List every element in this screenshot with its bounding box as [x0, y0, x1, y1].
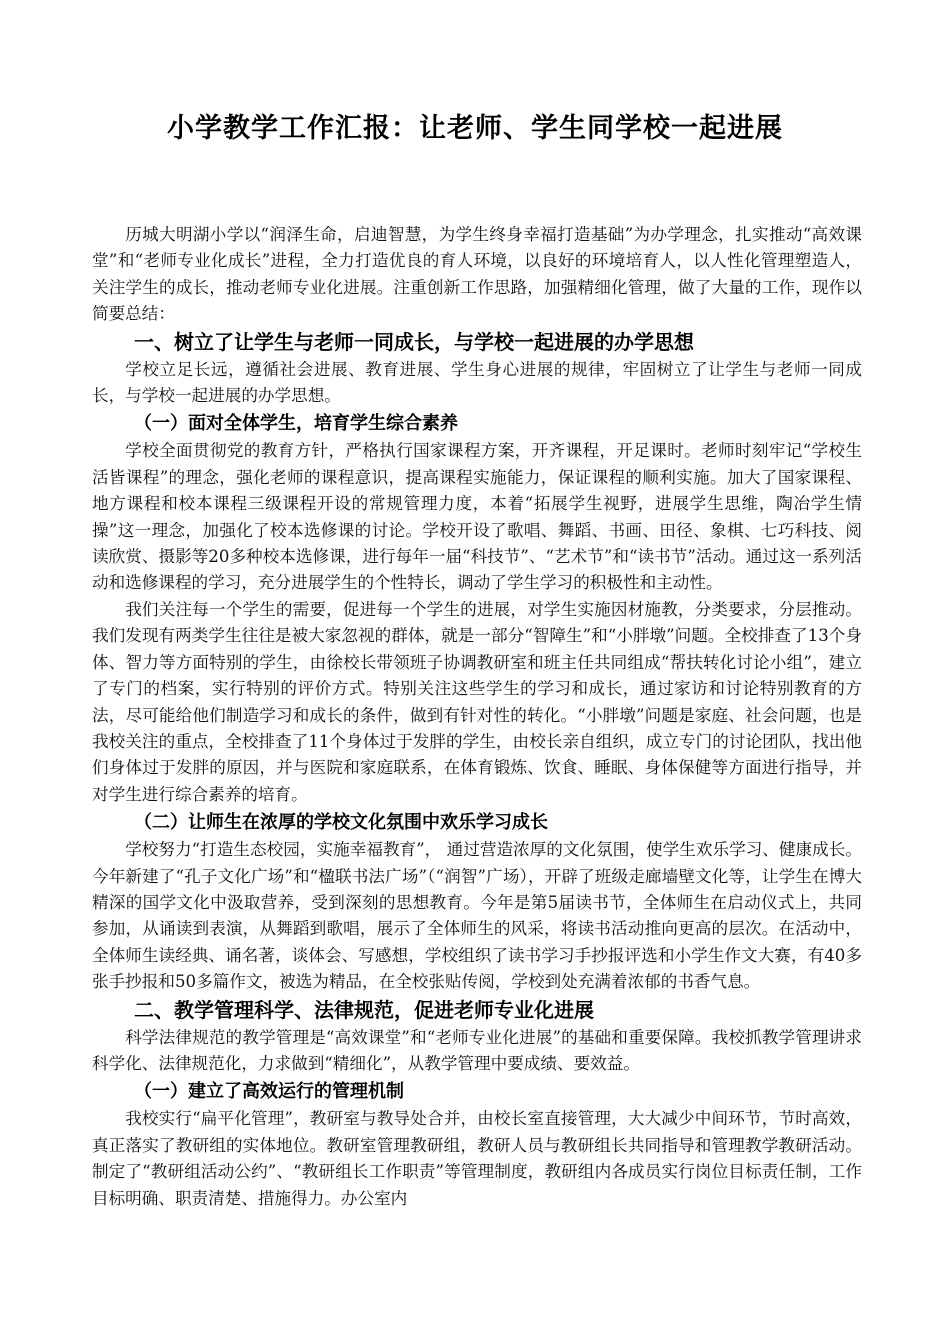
section-2-sub-1-heading: （一）建立了高效运行的管理机制 — [134, 1081, 404, 1103]
section-1-sub-1-heading: （一）面对全体学生，培育学生综合素养 — [134, 413, 458, 435]
document-title: 小学教学工作汇报：让老师、学生同学校一起进展 — [167, 113, 783, 144]
section-2-sub-1-paragraph-1: 我校实行“扁平化管理”，教研室与教导处合并，由校长室直接管理，大大减少中间环节，节时高效，真正落实了教研组的实体地位。教研室管理教研组，教研人员与教研组长共同指导和管理教学教研活动。制定了“教研组活动公约”、“教研组长工作职责”等管理制度，教研组内各成员实行岗位目标责任制，工作目标明确、职责清楚、措施得力。办公室内 — [92, 1109, 862, 1208]
section-1-sub-2-paragraph-1: 学校努力“打造生态校园，实施幸福教育”， 通过营造浓厚的文化氛围，使学生欢乐学习、健康成长。今年新建了“孔子文化广场”和“楹联书法广场”（“润智”广场），开辟了班级走廊墙壁文化等，让学生在博大精深的国学文化中汲取营养，受到深刻的思想教育。今年是第5届读书节，全体师生在启动仪式上，共同参加，从诵读到表演，从舞蹈到歌唱，展示了全体师生的风采，将读书活动推向更高的层次。在活动中，全体师生读经典、诵名著，谈体会、写感想，学校组织了读书学习手抄报评选和小学生作文大赛，有40多张手抄报和50多篇作文，被选为精品，在全校张贴传阅，学校到处充满着浓郁的书香气息。 — [92, 840, 862, 992]
section-2-text: 科学法律规范的教学管理是“高效课堂”和“老师专业化进展”的基础和重要保障。我校抓教学管理讲求科学化、法律规范化，力求做到“精细化”，从教学管理中要成绩、要效益。 — [92, 1027, 862, 1073]
section-1-sub-2-heading: （二）让师生在浓厚的学校文化氛围中欢乐学习成长 — [134, 812, 548, 834]
intro-paragraph: 历城大明湖小学以“润泽生命，启迪智慧，为学生终身幸福打造基础”为办学理念，扎实推动“高效课堂”和“老师专业化成长”进程，全力打造优良的育人环境，以良好的环境培育人，以人性化管理塑造人，关注学生的成长，推动老师专业化进展。注重创新工作思路，加强精细化管理，做了大量的工作，现作以简要总结： — [92, 225, 862, 324]
section-1-heading: 一、树立了让学生与老师一同成长，与学校一起进展的办学思想 — [134, 329, 694, 354]
section-1-sub-1-paragraph-1: 学校全面贯彻党的教育方针，严格执行国家课程方案，开齐课程，开足课时。老师时刻牢记“学校生活皆课程”的理念，强化老师的课程意识，提高课程实施能力，保证课程的顺利实施。加大了国家课程、地方课程和校本课程三级课程开设的常规管理力度，本着“拓展学生视野，进展学生思维，陶冶学生情操”这一理念，加强化了校本选修课的讨论。学校开设了歌唱、舞蹈、书画、田径、象棋、七巧科技、阅读欣赏、摄影等20多种校本选修课，进行每年一届“科技节”、“艺术节”和“读书节”活动。通过这一系列活动和选修课程的学习，充分进展学生的个性特长，调动了学生学习的积极性和主动性。 — [92, 441, 862, 593]
section-1-text: 学校立足长远，遵循社会进展、教育进展、学生身心进展的规律，牢固树立了让学生与老师一同成长，与学校一起进展的办学思想。 — [92, 359, 862, 406]
document-body — [92, 222, 862, 1212]
section-1-sub-1-paragraph-2: 我们关注每一个学生的需要，促进每一个学生的进展，对学生实施因材施教，分类要求，分层推动。我们发现有两类学生往往是被大家忽视的群体，就是一部分“智障生”和“小胖墩”问题。全校排查了13个身体、智力等方面特别的学生，由徐校长带领班子协调教研室和班主任共同组成“帮扶转化讨论小组”，建立了专门的档案，实行特别的评价方式。特别关注这些学生的学习和成长，通过家访和讨论特别教育的方法，尽可能给他们制造学习和成长的条件，做到有针对性的转化。“小胖墩”问题是家庭、社会问题，也是我校关注的重点，全校排查了11个身体过于发胖的学生，由校长亲自组织，成立专门的讨论团队，找出他们身体过于发胖的原因，并与医院和家庭联系，在体育锻炼、饮食、睡眠、身体保健等方面进行指导，并对学生进行综合素养的培育。 — [92, 599, 862, 804]
section-2-heading: 二、教学管理科学、法律规范，促进老师专业化进展 — [134, 997, 594, 1022]
